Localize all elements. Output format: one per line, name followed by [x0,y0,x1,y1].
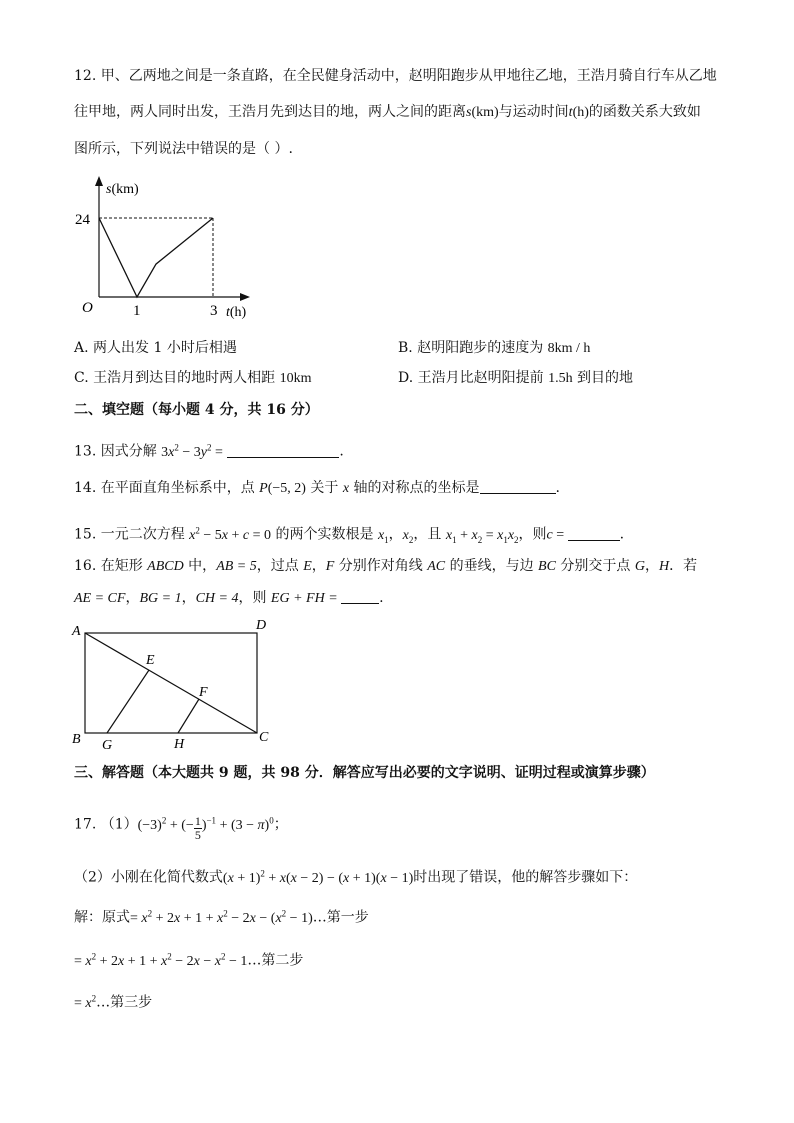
q16-rectangle-figure [66,614,286,754]
q16-line1: 16. 在矩形 ABCD 中，AB = 5，过点 E，F 分别作对角线 AC 的垂线，与边 BC 分别交于点 G，H．若 [74,558,698,574]
section3-heading: 三、解答题（本大题共 9 题，共 98 分．解答应写出必要的文字说明、证明过程或演算步骤） [74,765,655,781]
q15-root-x1: $x_1$ [377,527,389,545]
q15-answer-blank[interactable] [568,526,620,541]
q17-step2: = $x^2 + 2x + 1 + x^2 - 2x - x^2$ − 1…第二步 [74,951,304,969]
q12-line2: 往甲地，两人同时出发，王浩月先到达目的地，两人之间的距离s(km)与运动时间t(h)的函数关系大致如 [74,104,701,120]
x-tick-3: 3 [210,303,218,319]
q14-line: 14. 在平面直角坐标系中，点 P(−5, 2) 关于 x 轴的对称点的坐标是 . [74,480,560,496]
q13-answer-blank[interactable] [227,443,339,458]
x-axis-arrow [240,293,250,301]
q12-option-b[interactable]: B. 赵明阳跑步的速度为 8km / h [398,340,591,356]
q12-option-c[interactable]: C. 王浩月到达目的地时两人相距 10km [74,370,312,386]
q12-option-a[interactable]: A. 两人出发 1 小时后相遇 [74,340,237,356]
q17-part1: 17. $(1)(-3)^2$ + (− $\frac{1}{5}$ )$^{-1} + (3 - \pi)^0$； [74,813,288,842]
label-d: D [256,618,267,633]
x-axis-label: t(h) [226,305,247,320]
label-f: F [199,685,208,700]
q17-part2: （2）小刚在化简代数式$(x + 1)^2 + x(x - 2) - (x + 1)(x - 1)$时出现了错误，他的解答步骤如下： [74,868,638,886]
q14-point: P(−5, 2) [259,481,306,496]
q12-line3: 图所示，下列说法中错误的是（ ）. [74,141,293,157]
q12-graph [72,172,272,322]
label-a: A [72,624,81,639]
q13-line: 13. 因式分解 $3x^2 - 3y^2$ = . [74,442,344,460]
q17-step3: = $x^2\dots$第三步 [74,993,153,1011]
q17-part1-expression: $(-3)^2$ + (− $\frac{1}{5}$ )$^{-1} + (3 - \pi)^0$ [137,813,274,842]
segment-fh [178,699,199,733]
q15-condition: $x_1 + x_2 = x_1x_2$ [445,527,519,545]
q15-root-x2: $x_2$ [402,527,414,545]
q15-equation: $x^2 - 5x + c = 0$ [189,525,272,543]
y-axis-arrow [95,176,103,186]
q17-step1: 解：原式= $x^2 + 2x + 1 + x^2 - 2x - (x^2$ − 1)…第一步 [74,908,369,926]
q16-answer-blank[interactable] [341,589,379,604]
label-h: H [174,737,185,752]
q16-line2: AE = CF，BG = 1，CH = 4，则 EG + FH = . [74,590,384,606]
y-tick-24: 24 [75,212,90,228]
label-c: C [259,730,269,745]
label-e: E [146,653,155,668]
q14-answer-blank[interactable] [480,479,556,494]
distance-series-line [99,218,213,297]
x-tick-1: 1 [133,303,141,319]
q15-line: 15. 一元二次方程 $x^2 - 5x + c = 0$ 的两个实数根是 $x_1$，$x_2$，且 $x_1 + x_2 = x_1x_2$，则c = . [74,525,625,545]
segment-eg [107,670,149,733]
q17-part2-expression: $(x + 1)^2 + x(x - 2) - (x + 1)(x - 1)$ [222,868,414,886]
q12-option-d[interactable]: D. 王浩月比赵明阳提前 1.5h 到目的地 [398,370,634,386]
label-b: B [72,732,81,747]
q12-line1: 12. 甲、乙两地之间是一条直路，在全民健身活动中，赵明阳跑步从甲地往乙地，王浩月骑自行车从乙地 [74,68,717,84]
section2-heading: 二、填空题（每小题 4 分，共 16 分） [74,402,319,418]
diagonal-ac [85,633,257,733]
y-axis-label: s(km) [106,182,139,197]
label-g: G [102,738,113,753]
origin-label: O [82,300,93,316]
q13-expression: $3x^2 - 3y^2$ = [161,442,223,460]
